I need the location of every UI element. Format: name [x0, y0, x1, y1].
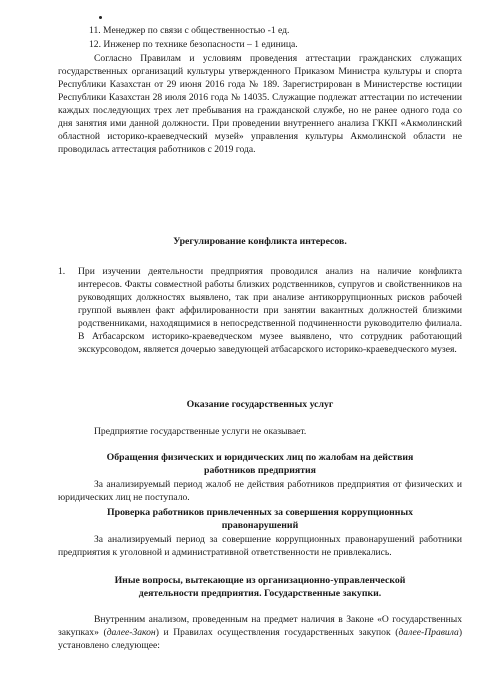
rules-abbreviation: далее-Правила [398, 627, 459, 638]
attestation-paragraph: Согласно Правилам и условиям проведения аттестации гражданских служащих государственных организаций культуры утвержденного Приказом Министра культуры и спорта Республики Казахстан от 29 июня 2016 года № 189. Зарегистрирован в Министерстве юстиции Республики Казахстан 28 июля 2016 года № 14035. Служащие подлежат аттестации по истечении каждых последующих трех лет пребывания на гражданской службе, но не ранее одного года со дня занятия ими данной должности. При проведении внутреннего анализа ГККП «Акмолинский областной историко-краеведческий музей» управления культуры Акмолинской области не проводилась аттестация работников с 2019 года. [58, 53, 462, 155]
complaints-paragraph: За анализируемый период жалоб не действия работников предприятия от физических и юридических лиц не поступало. [58, 479, 462, 503]
procurement-text-1: Внутренним анализом, проведенным на предмет наличия в Законе «О государственных закупках» ( [58, 614, 462, 638]
procurement-text-2: ) и Правилах осуществления государственных закупок ( [155, 627, 399, 638]
complaints-heading-line2: работников предприятия [204, 465, 316, 476]
corruption-paragraph: За анализируемый период за совершение коррупционных правонарушений работники предприятия к уголовной и административной ответственности не привлекались. [58, 534, 462, 558]
services-heading: Оказание государственных услуг [186, 399, 334, 410]
list-item-11: 11. Менеджер по связи с общественностью -1 ед. [89, 25, 290, 36]
conflict-paragraph: При изучении деятельности предприятия проводился анализ на наличие конфликта интересов. Факты совместной работы близких родственников, супругов и свойственников на руководящих должностях выявлено, так при анализе антикоррупционных рисков рабочей группой выявлен факт аффилированности при занятии вакантных должностей близкими родственниками, находящимися в непосредственной подчиненности руководителю филиала. В Атбасарском историко-краеведческом музее выявлено, что сотрудник работающий экскурсоводом, является дочерью заведующей атбасарского историко-краеведческого музея. [78, 266, 462, 355]
other-heading-line1: Иные вопросы, вытекающие из организационно-управленческой [114, 575, 406, 586]
law-abbreviation: далее-Закон [106, 627, 156, 638]
stray-mark [99, 16, 102, 19]
list-item-12: 12. Инженер по технике безопасности – 1 единица. [89, 39, 298, 50]
complaints-heading [58, 451, 462, 477]
other-heading [58, 574, 462, 600]
procurement-text-3: ) установлено следующее: [58, 627, 463, 651]
corruption-heading-line2: правонарушений [221, 520, 299, 531]
other-heading-line2: деятельности предприятия. Государственные закупки. [138, 588, 382, 599]
services-paragraph: Предприятие государственные услуги не оказывает. [94, 426, 307, 437]
procurement-paragraph [58, 613, 462, 652]
conflict-heading: Урегулирование конфликта интересов. [173, 236, 347, 247]
conflict-item-number: 1. [58, 266, 66, 277]
complaints-heading-line1: Обращения физических и юридических лиц по жалобам на действия [106, 452, 414, 463]
corruption-heading-line1: Проверка работников привлеченных за совершения коррупционных [107, 507, 413, 518]
corruption-heading [58, 506, 462, 532]
